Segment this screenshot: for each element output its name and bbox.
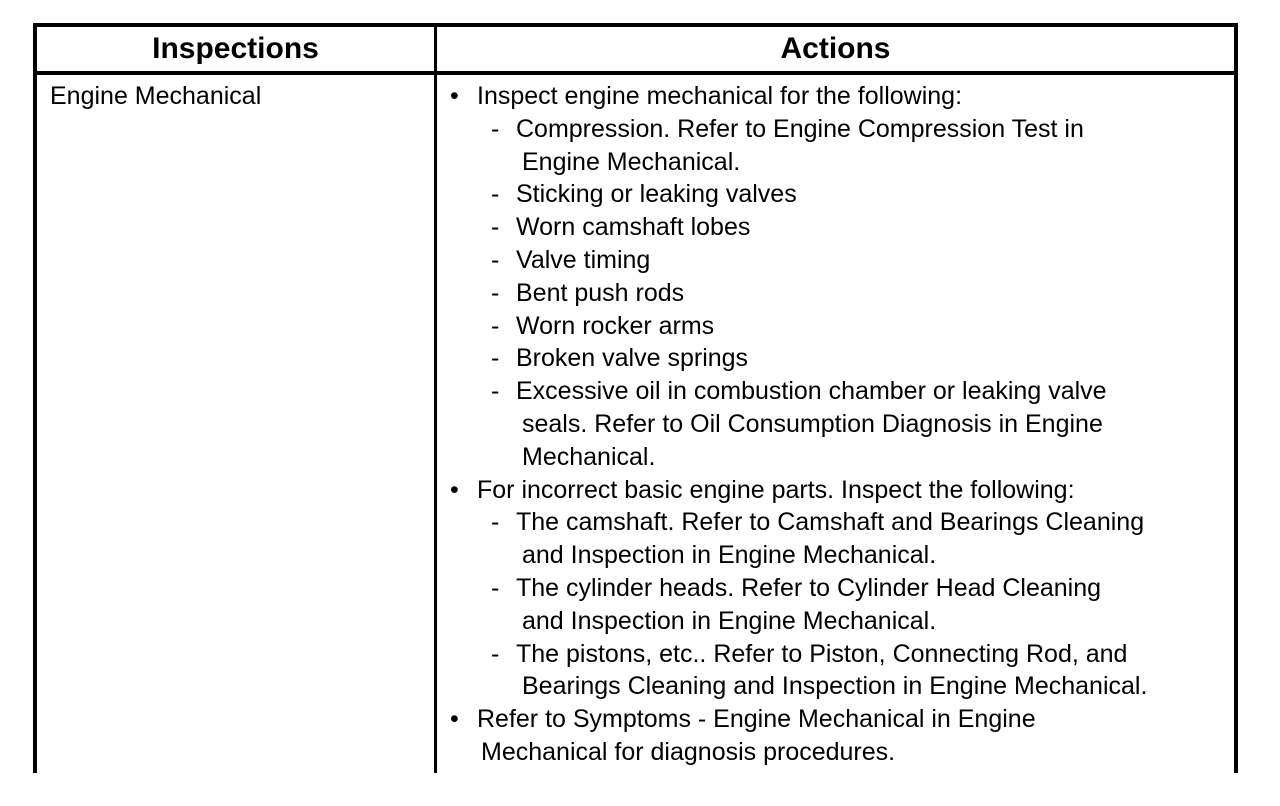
dash-marker: - xyxy=(491,377,500,406)
dash-marker: - xyxy=(491,344,500,373)
sub-item-text: Worn camshaft lobes xyxy=(516,213,751,242)
action-text-continuation: Mechanical for diagnosis procedures. xyxy=(481,737,896,766)
action-sub-item xyxy=(447,277,1147,310)
actions-cell xyxy=(447,80,1147,769)
bullet-marker: • xyxy=(450,705,459,734)
bullet-marker: • xyxy=(450,82,459,110)
action-sub-item xyxy=(447,113,1147,179)
dash-marker: - xyxy=(491,114,500,143)
action-sub-item xyxy=(447,375,1147,473)
sub-item-text-continuation: and Inspection in Engine Mechanical. xyxy=(522,606,937,635)
dash-marker: - xyxy=(491,639,500,668)
sub-item-text: Sticking or leaking valves xyxy=(516,180,797,209)
sub-item-text: The camshaft. Refer to Camshaft and Bearings Cleaning xyxy=(516,508,1145,537)
action-text: For incorrect basic engine parts. Inspect the following: xyxy=(477,475,1075,504)
action-bullet-item xyxy=(447,474,1147,507)
action-text: Inspect engine mechanical for the following: xyxy=(477,82,963,110)
action-sub-item xyxy=(447,572,1147,638)
sub-item-text: Valve timing xyxy=(516,245,651,274)
sub-item-text-continuation: Bearings Cleaning and Inspection in Engine Mechanical. xyxy=(522,672,1148,701)
action-sub-item xyxy=(447,244,1147,277)
dash-marker: - xyxy=(491,245,500,274)
sub-item-text: The pistons, etc.. Refer to Piston, Connecting Rod, and xyxy=(516,639,1128,668)
action-bullet-item xyxy=(447,80,1147,113)
header-inspections: Inspections xyxy=(152,32,319,65)
inspection-cell: Engine Mechanical xyxy=(50,82,262,110)
sub-item-text: Worn rocker arms xyxy=(516,311,715,340)
sub-item-text: Compression. Refer to Engine Compression Test in xyxy=(516,114,1084,143)
sub-item-text: Bent push rods xyxy=(516,278,685,307)
table-right-border xyxy=(1234,23,1238,773)
dash-marker: - xyxy=(491,278,500,307)
bullet-marker: • xyxy=(450,475,459,504)
sub-item-text-continuation: Mechanical. xyxy=(522,442,656,471)
inspection-table xyxy=(33,23,1238,773)
dash-marker: - xyxy=(491,213,500,242)
dash-marker: - xyxy=(491,180,500,209)
sub-item-text: Excessive oil in combustion chamber or leaking valve xyxy=(516,377,1107,406)
header-actions: Actions xyxy=(780,32,891,65)
sub-item-text-continuation: Engine Mechanical. xyxy=(522,147,741,176)
table-left-border xyxy=(33,23,37,773)
sub-item-text-continuation: and Inspection in Engine Mechanical. xyxy=(522,541,937,570)
header-divider xyxy=(33,71,1238,75)
action-sub-item xyxy=(447,506,1147,572)
action-sub-item xyxy=(447,178,1147,211)
sub-item-text: The cylinder heads. Refer to Cylinder Head Cleaning xyxy=(516,573,1102,602)
sub-item-text-continuation: seals. Refer to Oil Consumption Diagnosis in Engine xyxy=(522,409,1103,438)
dash-marker: - xyxy=(491,311,500,340)
dash-marker: - xyxy=(491,508,500,537)
action-sub-item xyxy=(447,310,1147,343)
action-sub-item xyxy=(447,638,1147,704)
column-divider xyxy=(434,23,437,773)
action-bullet-item xyxy=(447,703,1147,769)
action-text: Refer to Symptoms - Engine Mechanical in Engine xyxy=(477,705,1036,734)
sub-item-text: Broken valve springs xyxy=(516,344,749,373)
dash-marker: - xyxy=(491,573,500,602)
action-sub-item xyxy=(447,211,1147,244)
action-sub-item xyxy=(447,342,1147,375)
